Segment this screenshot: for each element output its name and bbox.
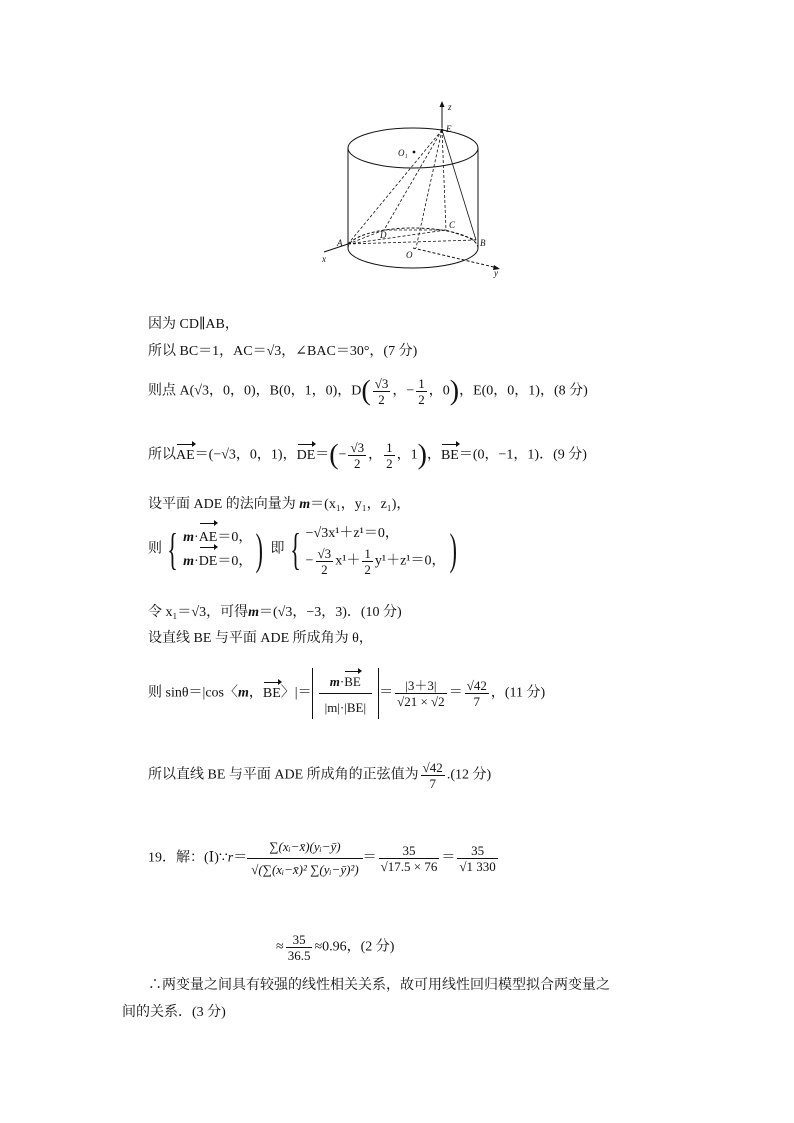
label-O1: O₁ xyxy=(398,148,408,158)
label-y: y xyxy=(494,268,498,278)
label-z: z xyxy=(448,102,452,112)
line-correlation: 19．解：(Ⅰ)∵r＝ $\frac{\text{∑(xᵢ−x̄)(yᵢ−ȳ)}}{\text{√(∑(xᵢ−x̄)² ∑(yᵢ−ȳ)²)}}$ ＝ $\frac{35}{√17.5 \times 76}$ ＝ $\frac{35}{√1 330}$ xyxy=(148,839,496,877)
system-right: −√3x¹＋z¹＝0， − $\frac{√3}{2}$ x¹＋ $\frac{1}{2}$ y¹＋z¹＝0， xyxy=(305,526,446,577)
line-sin-theta: 则 sinθ＝|cos〈m，BE〉|＝ $\frac{m\cdot BE}{|m|\cdot|BE|}$ ＝ $\frac{|3+3|}{√21 \times √2}$ ＝ $\frac{√42}{7}$ ，(11 分) xyxy=(148,668,545,719)
line-system: 则 { m·AE＝0， m·DE＝0， ) 即 { −√3x¹＋z¹＝0， − $\frac{√3}{2}$ x¹＋ $\frac{1}{2}$ y¹＋z¹＝0， ) xyxy=(148,522,460,577)
frac-d2: $\frac{1}{2}$ xyxy=(418,376,425,407)
r-formula: $\frac{\text{∑(xᵢ−x̄)(yᵢ−ȳ)}}{\text{√(∑(xᵢ−x̄)² ∑(yᵢ−ȳ)²)}}$ xyxy=(247,838,362,879)
line-vectors: 所以AE＝(−√3，0，1)，DE＝(− $\frac{√3}{2}$ ， $\frac{1}{2}$ ，1)，BE＝(0，−1，1)．(9 分) xyxy=(148,439,587,471)
vector-ae: AE xyxy=(176,447,195,463)
line-normal-vector: 设平面 ADE 的法向量为 m＝(x₁，y₁，z₁)， xyxy=(148,497,411,512)
line-conclusion-1: ∴两变量之间具有较强的线性相关关系，故可用线性回归模型拟合两变量之 xyxy=(148,978,610,993)
frac-d1: $\frac{√3}{2}$ xyxy=(374,376,389,407)
label-A: A xyxy=(337,238,343,248)
label-x: x xyxy=(322,254,326,264)
line-conclusion-2: 间的关系．(3 分) xyxy=(122,1005,226,1020)
points-suffix: ，E(0，0，1)，(8 分) xyxy=(459,383,588,399)
vector-de: DE xyxy=(296,447,316,463)
label-C: C xyxy=(449,220,456,230)
geometry-figure xyxy=(318,100,508,278)
y-axis xyxy=(413,248,498,268)
system-left: m·AE＝0， m·DE＝0， xyxy=(183,526,252,574)
line-approx: ≈ $\frac{35}{36.5}$ ≈0.96，(2 分) xyxy=(276,932,395,963)
label-D: D xyxy=(380,230,387,240)
label-O: O xyxy=(406,250,413,260)
line-angle-def: 设直线 BE 与平面 ADE 所成角为 θ， xyxy=(148,631,373,646)
cylinder-diagram xyxy=(318,100,508,278)
label-B: B xyxy=(480,238,486,248)
cos-abs-fraction: $\frac{m\cdot BE}{|m|\cdot|BE|}$ xyxy=(312,668,379,719)
line-sine-result: 所以直线 BE 与平面 ADE 所成角的正弦值为 $\frac{√42}{7}$ .(12 分) xyxy=(148,760,492,791)
line-solve-m: 令 x₁＝√3，可得m＝(√3，−3，3)．(10 分) xyxy=(148,605,402,620)
vector-be: BE xyxy=(440,447,459,463)
bottom-ellipse-front xyxy=(348,248,478,268)
top-ellipse xyxy=(348,128,478,168)
bottom-ellipse-back xyxy=(348,228,478,248)
problem-19-label: 19．解：(Ⅰ)∵ xyxy=(148,850,228,866)
line-bc-ac: 所以 BC＝1，AC＝√3，∠BAC＝30°，(7 分) xyxy=(148,344,418,359)
line-cd-parallel: 因为 CD∥AB， xyxy=(148,317,239,332)
x-axis xyxy=(324,244,348,252)
points-prefix: 则点 A(√3，0，0)，B(0，1，0)，D xyxy=(148,383,362,399)
label-E: E xyxy=(446,124,452,134)
line-points: 则点 A(√3，0，0)，B(0，1，0)，D( $\frac{√3}{2}$ ，− $\frac{1}{2}$ ，0)，E(0，0，1)，(8 分) xyxy=(148,375,588,407)
